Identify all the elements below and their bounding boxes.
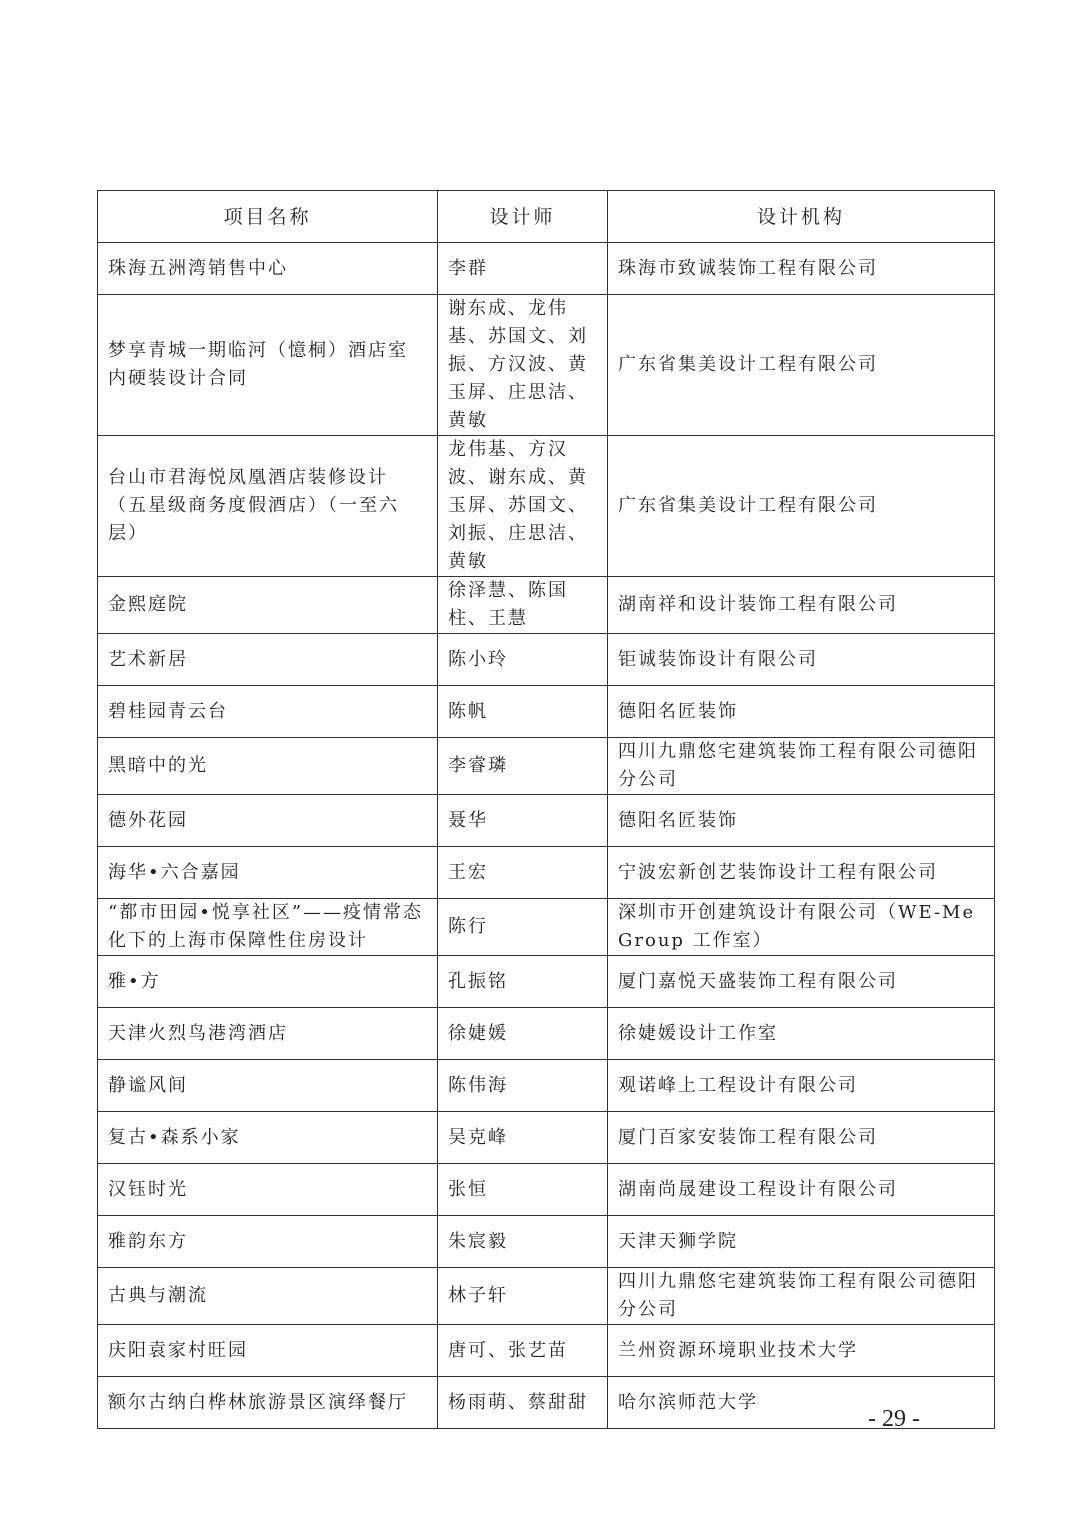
- project-name-cell: 金熙庭院: [98, 577, 438, 634]
- table-row: [98, 1164, 995, 1216]
- design-firm-cell: 四川九鼎悠宅建筑装饰工程有限公司德阳分公司: [608, 738, 995, 795]
- designer-cell: 陈伟海: [438, 1060, 608, 1112]
- project-name-cell: 庆阳袁家村旺园: [98, 1325, 438, 1377]
- project-name-cell: 艺术新居: [98, 634, 438, 686]
- header-project-name: 项目名称: [98, 191, 438, 243]
- design-firm-cell: 宁波宏新创艺装饰设计工程有限公司: [608, 847, 995, 899]
- project-name-cell: “都市田园•悦享社区”——疫情常态化下的上海市保障性住房设计: [98, 899, 438, 956]
- project-name-cell: 静谧风间: [98, 1060, 438, 1112]
- design-firm-cell: 厦门嘉悦天盛装饰工程有限公司: [608, 956, 995, 1008]
- project-name-cell: 雅韵东方: [98, 1216, 438, 1268]
- project-name-cell: 海华•六合嘉园: [98, 847, 438, 899]
- table-row: [98, 1008, 995, 1060]
- design-firm-cell: 四川九鼎悠宅建筑装饰工程有限公司德阳分公司: [608, 1268, 995, 1325]
- design-firm-cell: 广东省集美设计工程有限公司: [608, 295, 995, 436]
- project-name-cell: 雅•方: [98, 956, 438, 1008]
- project-name-cell: 台山市君海悦凤凰酒店装修设计（五星级商务度假酒店）（一至六层）: [98, 436, 438, 577]
- designer-cell: 唐可、张艺苗: [438, 1325, 608, 1377]
- table-row: [98, 243, 995, 295]
- table-row: [98, 295, 995, 436]
- project-name-cell: 额尔古纳白桦林旅游景区演绎餐厅: [98, 1377, 438, 1429]
- table-row: [98, 738, 995, 795]
- design-firm-cell: 德阳名匠装饰: [608, 795, 995, 847]
- designer-cell: 朱宸毅: [438, 1216, 608, 1268]
- designer-cell: 吴克峰: [438, 1112, 608, 1164]
- design-firm-cell: 哈尔滨师范大学: [608, 1377, 995, 1429]
- table-row: [98, 577, 995, 634]
- project-name-cell: 复古•森系小家: [98, 1112, 438, 1164]
- table-header-row: [98, 191, 995, 243]
- design-firm-cell: 钜诚装饰设计有限公司: [608, 634, 995, 686]
- design-firm-cell: 广东省集美设计工程有限公司: [608, 436, 995, 577]
- designer-cell: 李睿璘: [438, 738, 608, 795]
- design-firm-cell: 徐婕媛设计工作室: [608, 1008, 995, 1060]
- design-firm-cell: 珠海市致诚装饰工程有限公司: [608, 243, 995, 295]
- table-row: [98, 795, 995, 847]
- table-row: [98, 956, 995, 1008]
- page-number: - 29 -: [868, 1406, 920, 1432]
- designer-cell: 林子轩: [438, 1268, 608, 1325]
- designer-cell: 陈小玲: [438, 634, 608, 686]
- design-firm-cell: 兰州资源环境职业技术大学: [608, 1325, 995, 1377]
- table-row: [98, 1377, 995, 1429]
- table-row: [98, 1268, 995, 1325]
- table-row: [98, 634, 995, 686]
- header-design-firm: 设计机构: [608, 191, 995, 243]
- table-row: [98, 1112, 995, 1164]
- project-name-cell: 珠海五洲湾销售中心: [98, 243, 438, 295]
- designer-cell: 李群: [438, 243, 608, 295]
- designer-cell: 陈行: [438, 899, 608, 956]
- table-row: [98, 1060, 995, 1112]
- design-firm-cell: 天津天狮学院: [608, 1216, 995, 1268]
- project-name-cell: 梦享青城一期临河（憶桐）酒店室内硬装设计合同: [98, 295, 438, 436]
- project-name-cell: 碧桂园青云台: [98, 686, 438, 738]
- project-name-cell: 天津火烈鸟港湾酒店: [98, 1008, 438, 1060]
- design-firm-cell: 深圳市开创建筑设计有限公司（WE-Me Group 工作室）: [608, 899, 995, 956]
- design-firm-cell: 德阳名匠装饰: [608, 686, 995, 738]
- design-firm-cell: 湖南尚晟建设工程设计有限公司: [608, 1164, 995, 1216]
- table-row: [98, 686, 995, 738]
- project-name-cell: 汉钰时光: [98, 1164, 438, 1216]
- project-name-cell: 古典与潮流: [98, 1268, 438, 1325]
- designer-cell: 杨雨萌、蔡甜甜: [438, 1377, 608, 1429]
- table-row: [98, 1216, 995, 1268]
- designer-cell: 陈帆: [438, 686, 608, 738]
- table-row: [98, 1325, 995, 1377]
- design-firm-cell: 厦门百家安装饰工程有限公司: [608, 1112, 995, 1164]
- header-designer: 设计师: [438, 191, 608, 243]
- table-row: [98, 436, 995, 577]
- table-row: [98, 899, 995, 956]
- table-row: [98, 847, 995, 899]
- project-name-cell: 黑暗中的光: [98, 738, 438, 795]
- design-firm-cell: 湖南祥和设计装饰工程有限公司: [608, 577, 995, 634]
- designer-cell: 徐泽慧、陈国柱、王慧: [438, 577, 608, 634]
- designer-cell: 王宏: [438, 847, 608, 899]
- designer-cell: 谢东成、龙伟基、苏国文、刘振、方汉波、黄玉屏、庄思洁、黄敏: [438, 295, 608, 436]
- project-name-cell: 德外花园: [98, 795, 438, 847]
- designer-cell: 孔振铭: [438, 956, 608, 1008]
- designer-cell: 张恒: [438, 1164, 608, 1216]
- awards-table: [97, 190, 995, 1429]
- design-firm-cell: 观诺峰上工程设计有限公司: [608, 1060, 995, 1112]
- designer-cell: 聂华: [438, 795, 608, 847]
- designer-cell: 龙伟基、方汉波、谢东成、黄玉屏、苏国文、刘振、庄思洁、黄敏: [438, 436, 608, 577]
- designer-cell: 徐婕媛: [438, 1008, 608, 1060]
